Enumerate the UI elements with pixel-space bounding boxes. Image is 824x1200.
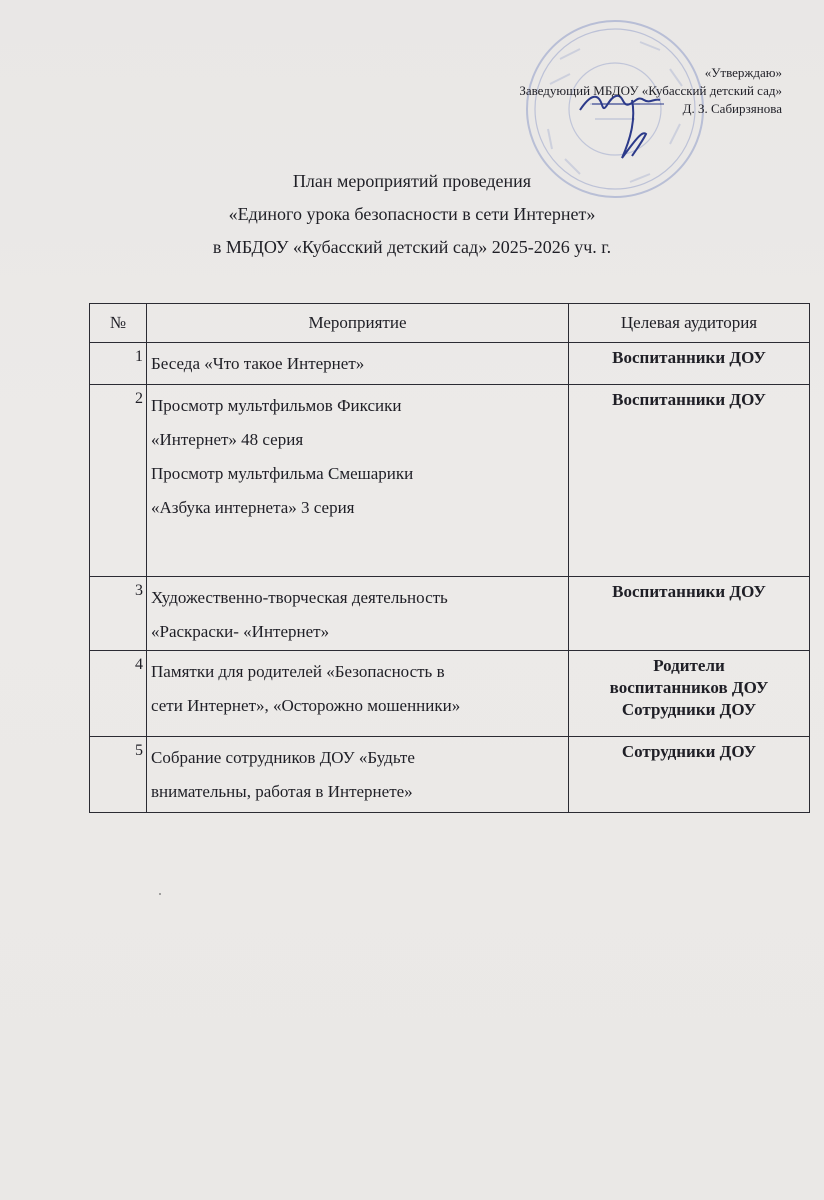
table-row xyxy=(90,577,810,651)
row-number: 2 xyxy=(90,385,147,577)
table-header-row xyxy=(90,304,810,343)
row-number: 4 xyxy=(90,651,147,737)
approval-label: «Утверждаю» xyxy=(704,65,782,80)
event-line: внимательны, работая в Интернете» xyxy=(151,782,413,801)
event-cell xyxy=(147,651,569,737)
event-line: Памятки для родителей «Безопасность в xyxy=(151,662,445,681)
audience-cell xyxy=(569,651,810,737)
header-number: № xyxy=(90,304,147,343)
audience-line: Сотрудники ДОУ xyxy=(621,700,757,719)
table-row xyxy=(90,343,810,385)
audience-line: воспитанников ДОУ xyxy=(609,678,769,697)
event-line: Просмотр мультфильмов Фиксики xyxy=(151,396,402,415)
approval-position: Заведующий МБДОУ «Кубасский детский сад» xyxy=(519,83,782,98)
audience-line: Воспитанники ДОУ xyxy=(612,582,766,601)
audience-cell xyxy=(569,343,810,385)
event-line: сети Интернет», «Осторожно мошенники» xyxy=(151,696,461,715)
event-cell xyxy=(147,577,569,651)
event-line: Собрание сотрудников ДОУ «Будьте xyxy=(151,748,415,767)
table-row xyxy=(90,385,810,577)
document-title-line-1: План мероприятий проведения xyxy=(292,171,532,191)
table-row xyxy=(90,651,810,737)
event-cell xyxy=(147,343,569,385)
event-line: Беседа «Что такое Интернет» xyxy=(151,354,365,373)
paper-speck xyxy=(159,893,161,895)
audience-line: Сотрудники ДОУ xyxy=(621,742,757,761)
event-line: Художественно-творческая деятельность xyxy=(151,588,448,607)
signature-icon xyxy=(572,60,682,170)
row-number: 3 xyxy=(90,577,147,651)
audience-line: Воспитанники ДОУ xyxy=(612,348,766,367)
table-row xyxy=(90,737,810,813)
event-line: «Раскраски- «Интернет» xyxy=(151,622,330,641)
approval-name: Д. З. Сабирзянова xyxy=(682,101,782,116)
audience-cell xyxy=(569,385,810,577)
audience-cell xyxy=(569,737,810,813)
audience-cell xyxy=(569,577,810,651)
document-title-line-2: «Единого урока безопасности в сети Интернет» xyxy=(228,204,596,224)
event-line: «Азбука интернета» 3 серия xyxy=(151,498,355,517)
event-cell xyxy=(147,737,569,813)
document-title-line-3: в МБДОУ «Кубасский детский сад» 2025-2026 уч. г. xyxy=(212,237,612,257)
header-event: Мероприятие xyxy=(147,304,569,343)
event-line: Просмотр мультфильма Смешарики xyxy=(151,464,414,483)
audience-line: Воспитанники ДОУ xyxy=(612,390,766,409)
header-audience: Целевая аудитория xyxy=(569,304,810,343)
row-number: 1 xyxy=(90,343,147,385)
events-table xyxy=(89,303,810,813)
event-cell xyxy=(147,385,569,577)
row-number: 5 xyxy=(90,737,147,813)
event-line: «Интернет» 48 серия xyxy=(151,430,304,449)
audience-line: Родители xyxy=(653,656,725,675)
